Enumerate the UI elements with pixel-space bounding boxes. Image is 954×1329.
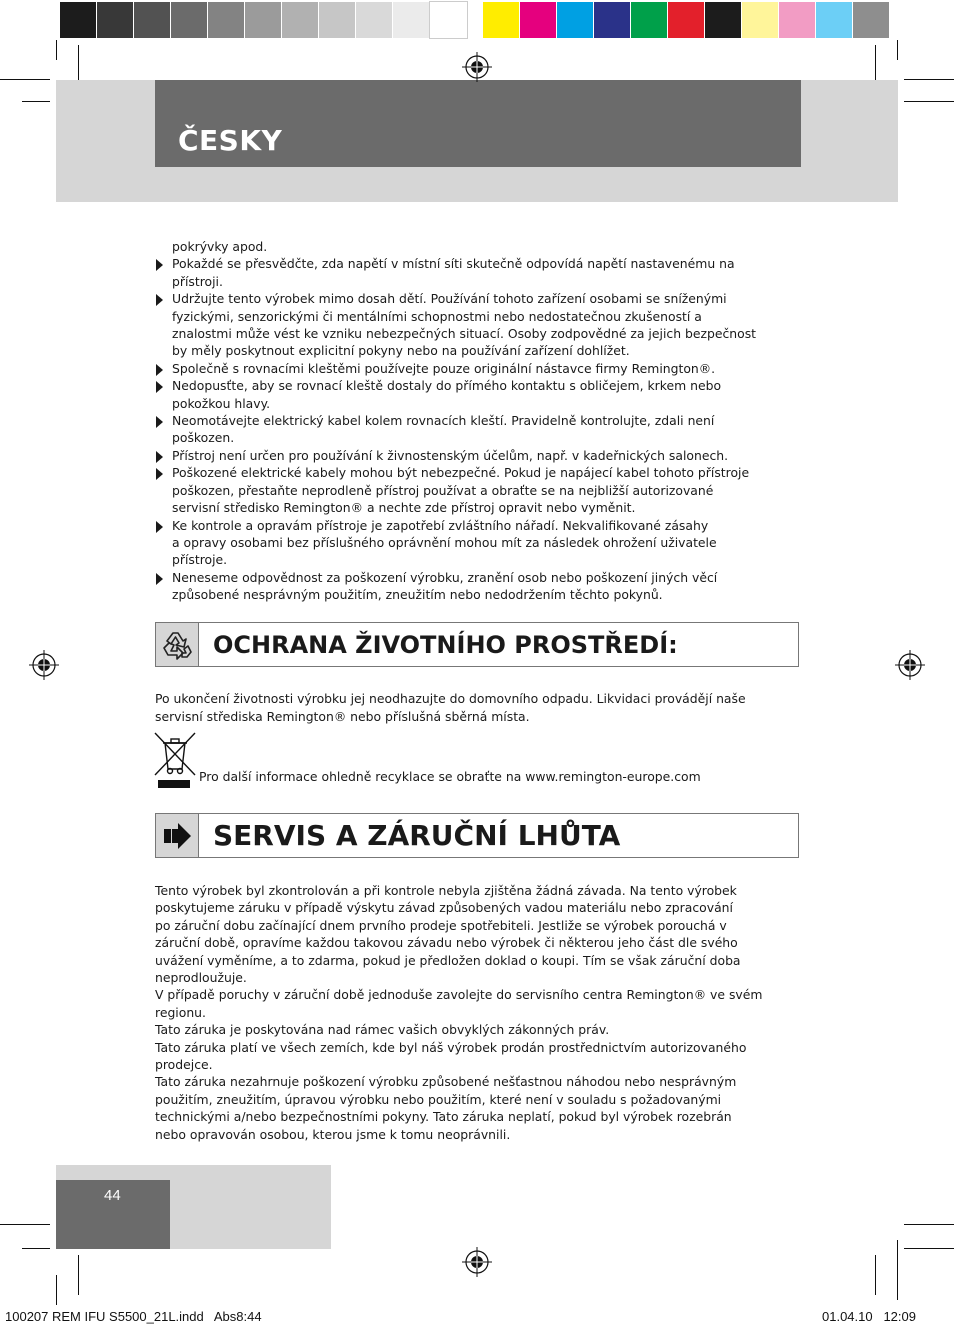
calibration-swatch (134, 2, 171, 38)
list-item-text: pokožkou hlavy. (172, 395, 271, 411)
service-text (155, 882, 805, 1143)
service-text-line: neprodloužuje. (155, 970, 247, 986)
list-item (155, 308, 805, 325)
environment-text-line: Po ukončení životnosti výrobku jej neodhazujte do domovního odpadu. Likvidaci provádějí naše (155, 691, 746, 706)
list-item (155, 412, 805, 429)
environment-section-title: OCHRANA ŽIVOTNÍHO PROSTŘEDÍ: (213, 630, 678, 659)
list-item-text: znalostmi může vést ke vzniku nebezpečných situací. Osoby zodpovědné za jejich bezpečnost (172, 326, 757, 342)
calibration-swatch (483, 2, 520, 38)
file-slug: 100207 REM IFU S5500_21L.indd Abs8:44 (5, 1309, 262, 1324)
list-item (155, 534, 805, 551)
service-section-title: SERVIS A ZÁRUČNÍ LHŮTA (213, 819, 621, 852)
crop-mark (56, 40, 57, 60)
calibration-swatch (208, 2, 245, 38)
service-text-line: Tato záruka platí ve všech zemích, kde byl náš výrobek prodán prostřednictvím autorizovaného (155, 1039, 747, 1055)
list-item (155, 395, 805, 412)
list-item-text: Nedopusťte, aby se rovnací kleště dostaly do přímého kontaktu s obličejem, krkem nebo (172, 378, 722, 394)
calibration-swatch (779, 2, 816, 38)
registration-mark-icon (462, 52, 492, 82)
calibration-swatch (393, 2, 430, 38)
crop-mark (22, 1248, 50, 1249)
list-item-text: Ke kontrole a opravám přístroje je zapotřebí zvláštního nářadí. Nekvalifikované zásahy (172, 517, 709, 533)
list-item (155, 325, 805, 342)
list-item-text: Udržujte tento výrobek mimo dosah dětí. Používání tohoto zařízení osobami se sníženými (172, 291, 727, 307)
registration-mark-icon (895, 650, 925, 680)
list-item (155, 273, 805, 290)
list-item (155, 464, 805, 481)
list-item-text: Neneseme odpovědnost za poškození výrobku, zranění osob nebo poškození jiných věcí (172, 569, 718, 585)
gray-calibration-bar (60, 2, 467, 38)
list-item-text: by měly poskytnout explicitní pokyny nebo na používání zařízení dohlížet. (172, 343, 630, 359)
service-text-line: záruční době, opravíme každou takovou závadu nebo výrobek či některou jeho část dle svého (155, 935, 738, 951)
calibration-swatch (853, 2, 890, 38)
calibration-swatch (356, 2, 393, 38)
bullet-arrow-icon (156, 573, 163, 585)
list-item (155, 377, 805, 394)
service-text-line: prodejce. (155, 1057, 213, 1073)
list-item (155, 517, 805, 534)
service-text-line: nebo opravován osobou, kterou jsme k tomu neoprávnili. (155, 1126, 511, 1142)
list-item (155, 482, 805, 499)
calibration-swatch (594, 2, 631, 38)
service-text-line: použitím, zneužitím, úpravou výrobku nebo použitím, které není v souladu s požadovanými (155, 1091, 722, 1107)
service-text-line: regionu. (155, 1004, 206, 1020)
list-item-text: způsobené nesprávným použitím, zneužitím nebo nedodržením těchto pokynů. (172, 587, 663, 603)
calibration-swatch (705, 2, 742, 38)
list-item (155, 360, 805, 377)
calibration-swatch (816, 2, 853, 38)
crop-mark (78, 45, 79, 85)
service-text-line: V případě poruchy v záruční době jednoduše zavolejte do servisního centra Remington® ve svém (155, 987, 763, 1003)
calibration-swatch (60, 2, 97, 38)
crop-mark (904, 79, 954, 80)
list-item (155, 342, 805, 359)
page-number: 44 (104, 1187, 121, 1204)
service-text-line: Tato záruka je poskytována nad rámec vašich obvyklých zákonných práv. (155, 1022, 610, 1038)
crop-mark (875, 45, 876, 85)
list-item-text: přístroje. (172, 552, 228, 568)
recycle-icon (156, 623, 199, 666)
crop-mark (0, 1224, 50, 1225)
crop-mark (897, 1240, 898, 1300)
list-item-text: přístroji. (172, 273, 223, 289)
list-item (155, 255, 805, 272)
list-item-text: Poškozené elektrické kabely mohou být nebezpečné. Pokud je napájecí kabel tohoto přístroje (172, 465, 750, 481)
bullet-arrow-icon (156, 259, 163, 271)
service-text-line: Tento výrobek byl zkontrolován a při kontrole nebyla zjištěna žádná závada. Na tento výrobek (155, 883, 737, 898)
bullet-arrow-icon (156, 416, 163, 428)
list-item-text: pokrývky apod. (172, 239, 268, 254)
list-item (155, 569, 805, 586)
list-item (155, 290, 805, 307)
list-item-text: Pokaždé se přesvědčte, zda napětí v místní síti skutečně odpovídá napětí nastavenému na (172, 256, 735, 272)
bullet-arrow-icon (156, 381, 163, 393)
file-timestamp: 01.04.10 12:09 (822, 1309, 916, 1324)
crop-mark (0, 79, 50, 80)
calibration-swatch (520, 2, 557, 38)
crop-mark (897, 40, 898, 60)
list-item-text: servisní středisko Remington® a nechte zde přístroj opravit nebo vyměnit. (172, 500, 636, 516)
environment-section-header (155, 622, 799, 667)
list-item-text: Neomotávejte elektrický kabel kolem rovnacích kleští. Pravidelně kontrolujte, zdali není (172, 413, 715, 429)
service-section-header (155, 813, 799, 858)
service-text-line: uvážení vyměníme, a to zdarma, pokud je předložen doklad o koupi. Tím se však záruční doba (155, 952, 741, 968)
crop-mark (875, 1255, 876, 1295)
page-title: ČESKY (178, 124, 283, 157)
bullet-arrow-icon (156, 294, 163, 306)
list-item (155, 551, 805, 568)
color-calibration-bar (483, 2, 890, 38)
list-item (155, 429, 805, 446)
service-text-line: technickými a/nebo bezpečnostními pokyny. Tato záruka neplatí, pokud byl výrobek rozebrán (155, 1109, 732, 1125)
list-item-text: Přístroj není určen pro používání k živnostenským účelům, např. v kadeřnických salonech. (172, 447, 729, 463)
service-text-line: Tato záruka nezahrnuje poškození výrobku způsobené nešťastnou náhodou nebo nesprávným (155, 1074, 737, 1090)
crop-mark (904, 1224, 954, 1225)
calibration-swatch (631, 2, 668, 38)
list-item (155, 238, 805, 255)
environment-text-line: servisní střediska Remington® nebo příslušná sběrná místa. (155, 709, 530, 724)
service-text-line: po záruční dobu začínající dnem prvního prodeje spotřebiteli. Jestliže se výrobek porouchá v (155, 917, 727, 933)
crop-mark (904, 101, 954, 102)
list-item (155, 586, 805, 603)
crop-mark (22, 101, 50, 102)
recycle-note: Pro další informace ohledně recyklace se obraťte na www.remington-europe.com (199, 769, 701, 784)
list-item-text: Společně s rovnacími kleštěmi používejte pouze originální nástavce firmy Remington®. (172, 360, 716, 376)
calibration-swatch (430, 2, 467, 38)
crop-mark (78, 1255, 79, 1295)
calibration-swatch (282, 2, 319, 38)
calibration-swatch (171, 2, 208, 38)
list-item (155, 499, 805, 516)
calibration-swatch (742, 2, 779, 38)
bullet-arrow-icon (156, 451, 163, 463)
calibration-swatch (668, 2, 705, 38)
service-text-line: poskytujeme záruku v případě výskytu závad způsobených vadou materiálu nebo zpracování (155, 900, 733, 916)
calibration-swatch (97, 2, 134, 38)
registration-mark-icon (462, 1247, 492, 1277)
list-item-text: a opravy osobami bez příslušného oprávnění mohou mít za následek ohrožení uživatele (172, 534, 717, 550)
calibration-swatch (245, 2, 282, 38)
arrow-right-icon (156, 814, 199, 857)
crossed-bin-icon (153, 731, 197, 789)
crop-mark (904, 1248, 954, 1249)
list-item-text: poškozen. (172, 430, 235, 446)
calibration-swatch (319, 2, 356, 38)
list-item (155, 447, 805, 464)
crop-mark (56, 1275, 57, 1305)
bullet-arrow-icon (156, 468, 163, 480)
list-item-text: fyzickými, senzorickými či mentálními schopnostmi nebo nedostatečnou zkušeností a (172, 308, 702, 324)
registration-mark-icon (29, 650, 59, 680)
list-item-text: poškozen, přestaňte neprodleně přístroj používat a obraťte se na nejbližší autorizované (172, 482, 714, 498)
safety-instructions-list (155, 238, 805, 604)
bullet-arrow-icon (156, 521, 163, 533)
bullet-arrow-icon (156, 364, 163, 376)
calibration-swatch (557, 2, 594, 38)
